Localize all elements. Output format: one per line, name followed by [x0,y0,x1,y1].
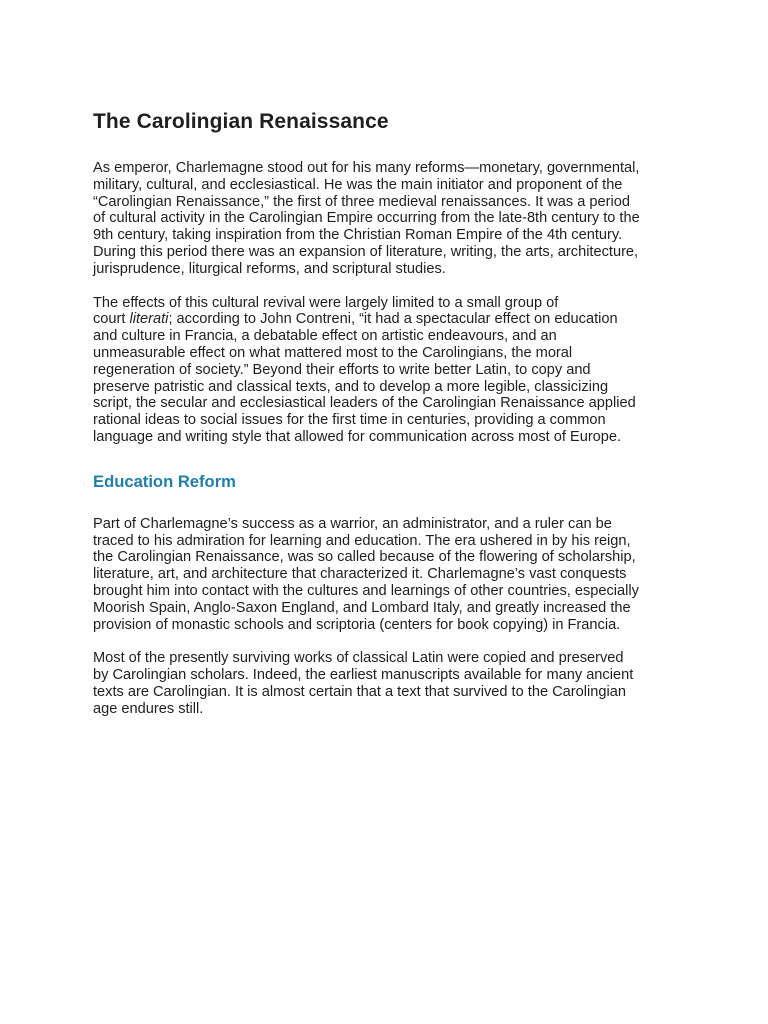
document-page [93,108,683,718]
paragraph-line: regeneration of society.” Beyond their efforts to write better Latin, to copy and [93,361,591,378]
italic-term-literati: literati [129,311,169,328]
paragraph-line: “Carolingian Renaissance,” the first of three medieval renaissances. It was a period [93,193,630,210]
paragraph-line: language and writing style that allowed for communication across most of Europe. [93,428,622,445]
paragraph-line: age endures still. [93,700,204,717]
paragraph-line: jurisprudence, liturgical reforms, and scriptural studies. [93,260,446,277]
paragraph-education [93,516,683,634]
page-title: The Carolingian Renaissance [93,110,389,133]
paragraph-line: As emperor, Charlemagne stood out for his many reforms—monetary, governmental, [93,160,640,176]
paragraph-line: Part of Charlemagne’s success as a warrior, an administrator, and a ruler can be [93,515,612,532]
paragraph-line: preserve patristic and classical texts, and to develop a more legible, classicizing [93,378,609,395]
paragraph-line: unmeasurable effect on what mattered most to the Carolingians, the moral [93,344,573,361]
paragraph-line: traced to his admiration for learning and education. The era ushered in by his reign, [93,532,631,549]
text-run: ; according to John Contreni, “it had a spectacular effect on education [168,311,618,328]
paragraph-line: brought him into contact with the cultures and learnings of other countries, especially [93,582,639,599]
paragraph-line: of cultural activity in the Carolingian Empire occurring from the late-8th century to the [93,210,640,227]
paragraph-line: the Carolingian Renaissance, was so called because of the flowering of scholarship, [93,549,636,566]
paragraph-line: literature, art, and architecture that characterized it. Charlemagne’s vast conquests [93,566,627,583]
paragraph-intro [93,160,683,278]
paragraph-line: Most of the presently surviving works of classical Latin were copied and preserved [93,650,624,667]
section-heading-education-reform: Education Reform [93,471,236,491]
paragraph-line: During this period there was an expansion of literature, writing, the arts, architecture, [93,243,639,260]
paragraph-effects [93,295,683,446]
paragraph-line: provision of monastic schools and scriptoria (centers for book copying) in Francia. [93,616,621,633]
paragraph-line: by Carolingian scholars. Indeed, the earliest manuscripts available for many ancient [93,667,634,684]
paragraph-line: military, cultural, and ecclesiastical. He was the main initiator and proponent of the [93,176,623,193]
paragraph-line: rational ideas to social issues for the first time in centuries, providing a common [93,412,606,429]
paragraph-line: and culture in Francia, a debatable effect on artistic endeavours, and an [93,328,557,345]
paragraph-line [93,311,683,328]
paragraph-line: 9th century, taking inspiration from the Christian Roman Empire of the 4th century. [93,227,623,244]
paragraph-line: texts are Carolingian. It is almost certain that a text that survived to the Carolingian [93,683,626,700]
paragraph-manuscripts [93,650,683,717]
text-run: court [93,311,130,328]
paragraph-line: Moorish Spain, Anglo-Saxon England, and Lombard Italy, and greatly increased the [93,599,631,616]
paragraph-line: script, the secular and ecclesiastical leaders of the Carolingian Renaissance applied [93,395,636,412]
paragraph-line: The effects of this cultural revival were largely limited to a small group of [93,294,559,311]
